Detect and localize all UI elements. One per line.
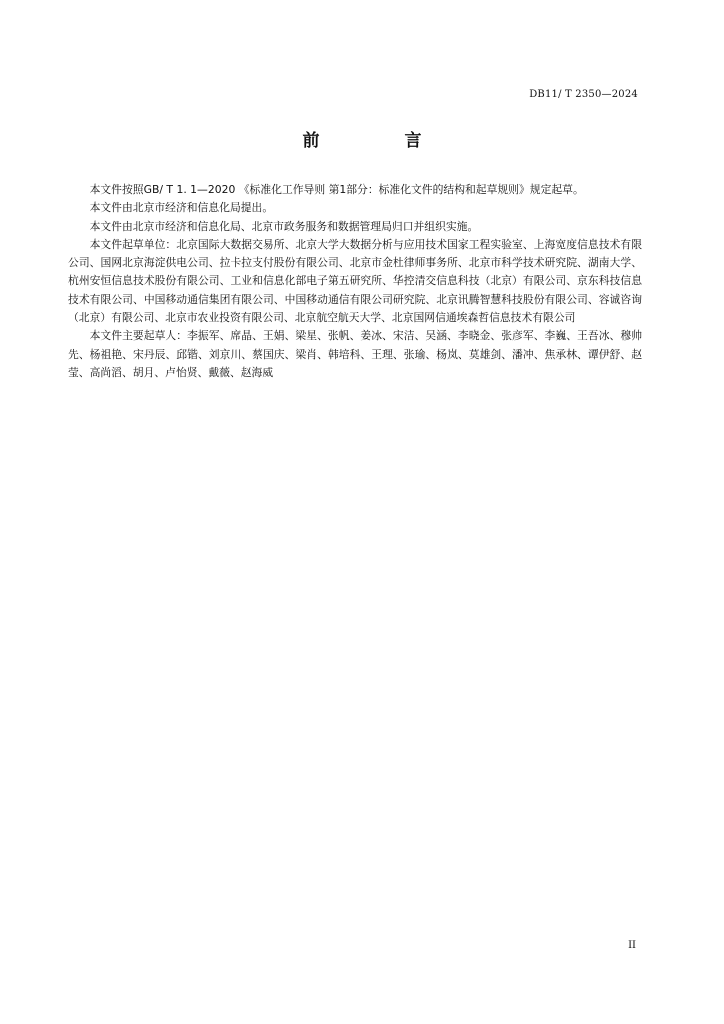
paragraph-standard-basis: 本文件按照GB/ T 1. 1—2020 《标准化工作导则 第1部分：标准化文件的结构和起草规则》规定起草。	[89, 183, 584, 196]
standard-code: DB11/ T 2350—2024	[529, 89, 638, 100]
paragraph-drafters: 本文件主要起草人：李振军、席晶、王娟、梁星、张帆、姜冰、宋洁、吴涵、李晓金、张彦军、李巍、王吾冰、穆帅先、杨祖艳、宋丹辰、邱锴、刘京川、蔡国庆、梁肖、韩培科、王理、张瑜、杨岚、莫雄剑、潘冲、焦承林、谭伊舒、赵莹、高尚滔、胡月、卢怡贤、戴薇、赵海威	[68, 329, 642, 379]
page-title: 前 言	[302, 131, 456, 151]
paragraph-proposer: 本文件由北京市经济和信息化局提出。	[89, 201, 274, 215]
page-number: II	[628, 940, 636, 951]
preface-body	[68, 181, 642, 382]
paragraph-drafting-units: 本文件起草单位：北京国际大数据交易所、北京大学大数据分析与应用技术国家工程实验室、上海宽度信息技术有限公司、国网北京海淀供电公司、拉卡拉支付股份有限公司、北京市金杜律师事务所、北京市科学技术研究院、湖南大学、杭州安恒信息技术股份有限公司、工业和信息化部电子第五研究所、华控清交信息科技（北京）有限公司、京东科技信息技术有限公司、中国移动通信集团有限公司、中国移动通信有限公司研究院、北京讯腾智慧科技股份有限公司、容诚咨询（北京）有限公司、北京市农业投资有限公司、北京航空航天大学、北京国网信通埃森哲信息技术有限公司	[68, 237, 642, 325]
paragraph-administrator: 本文件由北京市经济和信息化局、北京市政务服务和数据管理局归口并组织实施。	[89, 219, 479, 233]
